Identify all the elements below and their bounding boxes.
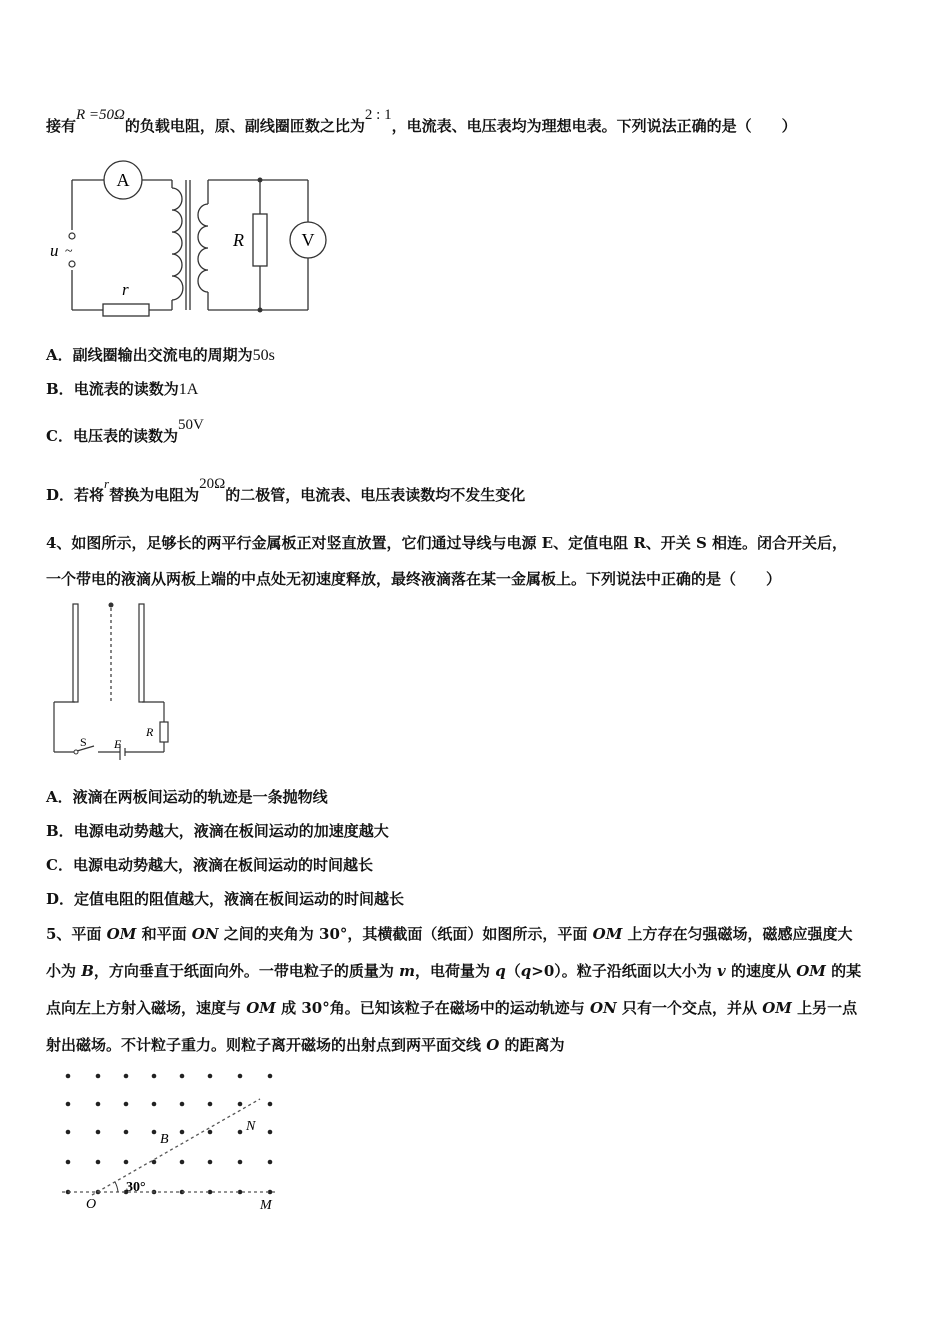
source-tilde: ~ [65, 244, 73, 259]
drop-release-point [109, 603, 114, 608]
field-dot [96, 1130, 101, 1135]
q3-stem-post: ，电流表、电压表均为理想电表。下列说法正确的是（ ） [391, 117, 797, 135]
field-dot [208, 1102, 213, 1107]
field-dot [180, 1102, 185, 1107]
field-dot [96, 1074, 101, 1079]
resistor-R-label: R [233, 230, 244, 250]
q3-stem-r-value: R =50Ω [76, 107, 125, 123]
field-dot [66, 1102, 71, 1107]
label-O: O [86, 1197, 97, 1212]
field-dot [268, 1160, 273, 1165]
source-u-label: u [50, 241, 59, 260]
label-B: B [160, 1132, 169, 1147]
field-dot [124, 1074, 129, 1079]
field-dot [208, 1074, 213, 1079]
q3-stem-pre: 接有 [46, 117, 77, 135]
field-dot [152, 1102, 157, 1107]
switch-label: S [80, 735, 87, 749]
field-dot [124, 1102, 129, 1107]
q4-option-b: B．电源电动势越大，液滴在板间运动的加速度越大 [46, 822, 389, 840]
field-dots [66, 1074, 273, 1195]
q3-option-d: D．若将r替换为电阻为20Ω的二极管，电流表、电压表读数均不发生变化 [46, 476, 526, 504]
field-dot [66, 1074, 71, 1079]
q3-option-a: A．副线圈输出交流电的周期为50s [46, 346, 275, 364]
field-dot [152, 1130, 157, 1135]
q4-option-d: D．定值电阻的阻值越大，液滴在板间运动的时间越长 [46, 890, 405, 908]
transformer-circuit-figure [40, 160, 340, 320]
label-N: N [246, 1119, 256, 1134]
field-dot [124, 1130, 129, 1135]
field-dot [268, 1074, 273, 1079]
field-dot [152, 1160, 157, 1165]
field-dot [238, 1102, 243, 1107]
field-dot [124, 1160, 129, 1165]
field-dot [66, 1130, 71, 1135]
field-dot [180, 1160, 185, 1165]
field-dot [238, 1130, 243, 1135]
field-dot [96, 1102, 101, 1107]
plate-resistor-symbol [160, 722, 168, 742]
q5-stem-line4: 射出磁场。不计粒子重力。则粒子离开磁场的出射点到两平面交线 O 的距离为 [46, 1036, 565, 1054]
field-dot [238, 1074, 243, 1079]
q5-stem-line2: 小为 B，方向垂直于纸面向外。一带电粒子的质量为 m，电荷量为 q（q>0）。粒子沿纸面以大小为 v 的速度从 OM 的某 [46, 962, 862, 980]
ammeter-label: A [116, 170, 130, 190]
voltmeter-label: V [301, 230, 315, 250]
resistor-R-symbol [253, 214, 267, 266]
angle-arc [115, 1182, 118, 1192]
q3-option-c: C．电压表的读数为50V [46, 417, 204, 445]
field-dot [208, 1130, 213, 1135]
field-dot [96, 1160, 101, 1165]
field-dot [268, 1102, 273, 1107]
q3-stem-ratio: 2 : 1 [364, 107, 392, 123]
field-dot [152, 1074, 157, 1079]
q3-stem-mid: 的负载电阻，原、副线圈匝数之比为 [124, 117, 365, 135]
field-dot [180, 1130, 185, 1135]
q4-option-c: C．电源电动势越大，液滴在板间运动的时间越长 [46, 856, 373, 874]
q5-stem-line3: 点向左上方射入磁场，速度与 OM 成 30°角。已知该粒子在磁场中的运动轨迹与 ON 只有一个交点，并从 OM 上另一点 [46, 999, 858, 1017]
field-dot [268, 1130, 273, 1135]
magnetic-field-figure [56, 1066, 296, 1216]
q4-option-a: A．液滴在两板间运动的轨迹是一条抛物线 [46, 788, 328, 806]
label-M: M [260, 1198, 272, 1213]
resistor-r-label: r [122, 280, 129, 299]
parallel-plates-figure [48, 598, 178, 764]
plane-ON [92, 1099, 260, 1195]
q5-stem-line1: 5、平面 OM 和平面 ON 之间的夹角为 30°，其横截面（纸面）如图所示，平面 OM 上方存在匀强磁场，磁感应强度大 [46, 925, 853, 943]
field-dot [180, 1074, 185, 1079]
resistor-label: R [146, 725, 154, 739]
angle-label: 30° [126, 1180, 146, 1195]
q4-stem-line2: 一个带电的液滴从两板上端的中点处无初速度释放，最终液滴落在某一金属板上。下列说法中正确的是（ ） [46, 570, 782, 588]
field-dot [208, 1160, 213, 1165]
q3-stem [46, 107, 797, 136]
q3-option-b: B．电流表的读数为1A [46, 380, 199, 398]
field-dot [238, 1160, 243, 1165]
field-dot [66, 1160, 71, 1165]
source-E-label: E [114, 737, 122, 751]
q4-stem-line1: 4、如图所示，足够长的两平行金属板正对竖直放置，它们通过导线与电源 E、定值电阻 R、开关 S 相连。闭合开关后， [46, 534, 848, 552]
resistor-r-symbol [103, 304, 149, 316]
